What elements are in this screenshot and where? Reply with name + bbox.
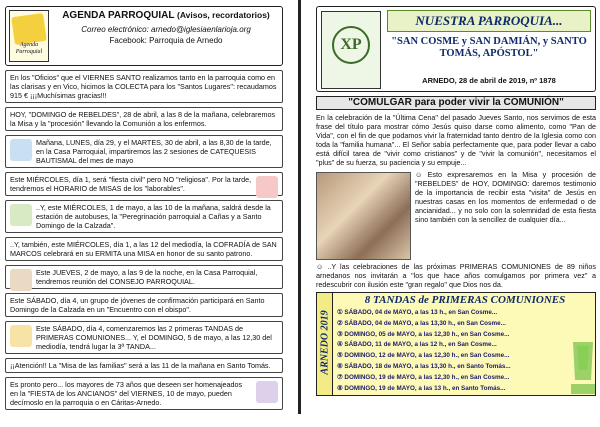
agenda-subtitle: (Avisos, recordatorios) <box>177 10 270 20</box>
agenda-header <box>5 6 283 66</box>
rioja-watermark-icon <box>569 340 597 396</box>
newsletter-header <box>316 6 596 92</box>
list-item: ③ DOMINGO, 05 de MAYO, a las 12,30 h., en San Cosme... <box>337 330 510 338</box>
tandas-list <box>337 308 575 394</box>
tandas-title: 8 TANDAS de PRIMERAS COMUNIONES <box>364 294 566 306</box>
agenda-item-text: Este SÁBADO, día 4, un grupo de jóvenes de confirmación participará en Santo Domingo de la Calzada en un "Encuentro con el obispo". <box>10 296 265 314</box>
meeting-clipart-icon <box>10 269 32 291</box>
agenda-logo <box>9 10 49 62</box>
newsletter-date: ARNEDO, 28 de abril de 2019, nº 1878 <box>422 76 556 85</box>
parish-logo <box>321 11 381 89</box>
tandas-side-label <box>317 293 333 395</box>
tandas-side-text: ARNEDO 2019 <box>319 310 331 375</box>
agenda-item-san-marcos <box>5 237 283 261</box>
contact-email[interactable]: Correo electrónico: arnedo@iglesiaenlarioja.org <box>81 25 251 34</box>
agenda-item-catequesis <box>5 135 283 168</box>
agenda-item-consejo <box>5 265 283 289</box>
list-item: ① SÁBADO, 04 de MAYO, a las 13 h., en San Cosme... <box>337 309 498 316</box>
agenda-item-text: Mañana, LUNES, día 29, y el MARTES, 30 de abril, a las 8,30 de la tarde, en la Casa Parroquial, impartiremos las 2 sesiones de CATEQUESIS BAUTISMAL del mes de mayo <box>36 138 272 165</box>
newsletter-subtitle: "SAN COSME y SAN DAMIÁN, y SANTO TOMÁS, APÓSTOL" <box>391 36 587 59</box>
agenda-item-text: ¡¡Atención!! La "Misa de las familias" será a las 11 de la mañana en Santo Tomás. <box>10 361 271 370</box>
agenda-title <box>54 10 278 21</box>
agenda-title-text: AGENDA PARROQUIAL <box>62 10 175 21</box>
agenda-item-text: Este SÁBADO, día 4, comenzaremos las 2 primeras TANDAS de PRIMERAS COMUNIONES... Y, el DOMINGO, 5 de mayo, a las 12,30 del mediodía, tendrá lugar la 3ª TANDA... <box>36 324 272 351</box>
agenda-item-rebeldes <box>5 107 283 131</box>
left-page <box>5 6 283 420</box>
agenda-item-colecta <box>5 70 283 103</box>
agenda-item-fiesta-civil <box>5 172 283 196</box>
list-item: ⑤ DOMINGO, 12 de MAYO, a las 12,30 h., en San Cosme... <box>337 352 510 360</box>
contact-facebook[interactable]: Facebook: Parroquia de Arnedo <box>109 36 223 45</box>
newsletter-title: NUESTRA PARROQUIA... <box>387 10 591 32</box>
right-page <box>316 6 596 420</box>
article-body <box>316 113 596 289</box>
article-paragraph: ☺ Esto expresaremos en la Misa y procesión de "REBELDES" de HOY, DOMINGO: daremos testimonio de la importancia de recibir esta "visita" de Jesús en nuestras casas en los momentos de enfermedad o de ancianidad... y no solo con la solemnidad de esta fiesta sino también con la sencillez de cualquier día... <box>415 170 596 224</box>
fold-divider <box>298 0 301 414</box>
calendar-clipart-icon <box>256 176 278 198</box>
agenda-item-familias <box>5 358 283 373</box>
agenda-item-ancianos <box>5 377 283 410</box>
agenda-item-jovenes <box>5 293 283 317</box>
pilgrim-clipart-icon <box>10 204 32 226</box>
catequesis-clipart-icon <box>10 139 32 161</box>
agenda-item-text: ..Y, este MIÉRCOLES, 1 de mayo, a las 10 de la mañana, saldrá desde la estación de autobuses, la "Peregrinación parroquial a Cañas y a Santo Domingo de la Calzada". <box>36 203 271 230</box>
elderly-clipart-icon <box>256 381 278 403</box>
article-paragraph: En la celebración de la "Última Cena" del pasado Jueves Santo, nos servimos de esta frase del título para mostrar cómo Jesús quiso darse como alimento, como "Pan de Vida", con el fin de que podamos vivir la fraternidad tanto dentro de la Iglesia como con toda la "familia humana"... El Señor sabía perfectamente que, para poder llevar a cabo está difícil tarea de "vivir como cristianos" y de "vivir la comunión", necesitamos el "plus" de su fuerza, su paciencia y su empuje... <box>316 113 596 167</box>
agenda-item-text: Es pronto pero... los mayores de 73 años que deseen ser homenajeados en la "FIESTA de los ANCIANOS" del VIERNES, 10 de mayo, pueden decírnoslo en la parroquia o en Cáritas-Arnedo. <box>10 380 243 407</box>
agenda-item-text: Este JUEVES, 2 de mayo, a las 9 de la noche, en la Casa Parroquial, tendremos reunión del CONSEJO PARROQUIAL. <box>36 268 258 286</box>
list-item: ⑦ DOMINGO, 19 de MAYO, a las 12,30 h., en San Cosme... <box>337 373 510 381</box>
article-paragraph: ☺ ..Y las celebraciones de las próximas PRIMERAS COMUNIONES de 89 niños arnedanos nos invitarán a "los que hace años comulgamos por primera vez" a redescubrir con ilusión este "gran regalo" que Dios nos da. <box>316 262 596 289</box>
list-item: ⑧ DOMINGO, 19 de MAYO, a las 13 h., en Santo Tomás... <box>337 384 506 392</box>
list-item: ④ SÁBADO, 11 de MAYO, a las 12 h., en San Cosme... <box>337 341 497 349</box>
procession-photo <box>316 172 411 260</box>
tandas-box <box>316 292 596 396</box>
agenda-item-text: HOY, "DOMINGO de REBELDES", 28 de abril, a las 8 de la mañana, celebraremos la Misa y la "procesión" llevando la Comunión a los enfermos. <box>10 110 276 128</box>
agenda-item-text: En los "Oficios" que el VIERNES SANTO realizamos tanto en la parroquia como en las clarisas y en Vico, hicimos la COLECTA para los "Santos Lugares": recaudamos 915 € ¡¡¡Muchísimas gracias!!! <box>10 73 277 100</box>
list-item: ⑥ SÁBADO, 18 de MAYO, a las 13,30 h., en Santo Tomás... <box>337 362 511 370</box>
list-item: ② SÁBADO, 04 de MAYO, a las 13,30 h., en San Cosme... <box>337 319 506 327</box>
agenda-item-text: ..Y, también, este MIÉRCOLES, día 1, a las 12 del mediodía, la COFRADÍA de SAN MARCOS celebrará en su ERMITA una MISA en honor de su santo patrono. <box>10 240 277 258</box>
agenda-item-tandas <box>5 321 283 354</box>
chi-rho-icon: XP <box>332 26 370 64</box>
section-title: "COMULGAR para poder vivir la COMUNIÓN" <box>316 96 596 110</box>
sticker-icon <box>11 13 47 45</box>
agenda-item-text: Este MIÉRCOLES, día 1, será "fiesta civil" pero NO "religiosa". Por la tarde, tendremos el HORARIO de MISAS de los "laborables". <box>10 175 252 193</box>
communion-clipart-icon <box>10 325 32 347</box>
agenda-item-peregrinacion <box>5 200 283 233</box>
agenda-logo-label: Agenda Parroquial <box>15 42 43 55</box>
